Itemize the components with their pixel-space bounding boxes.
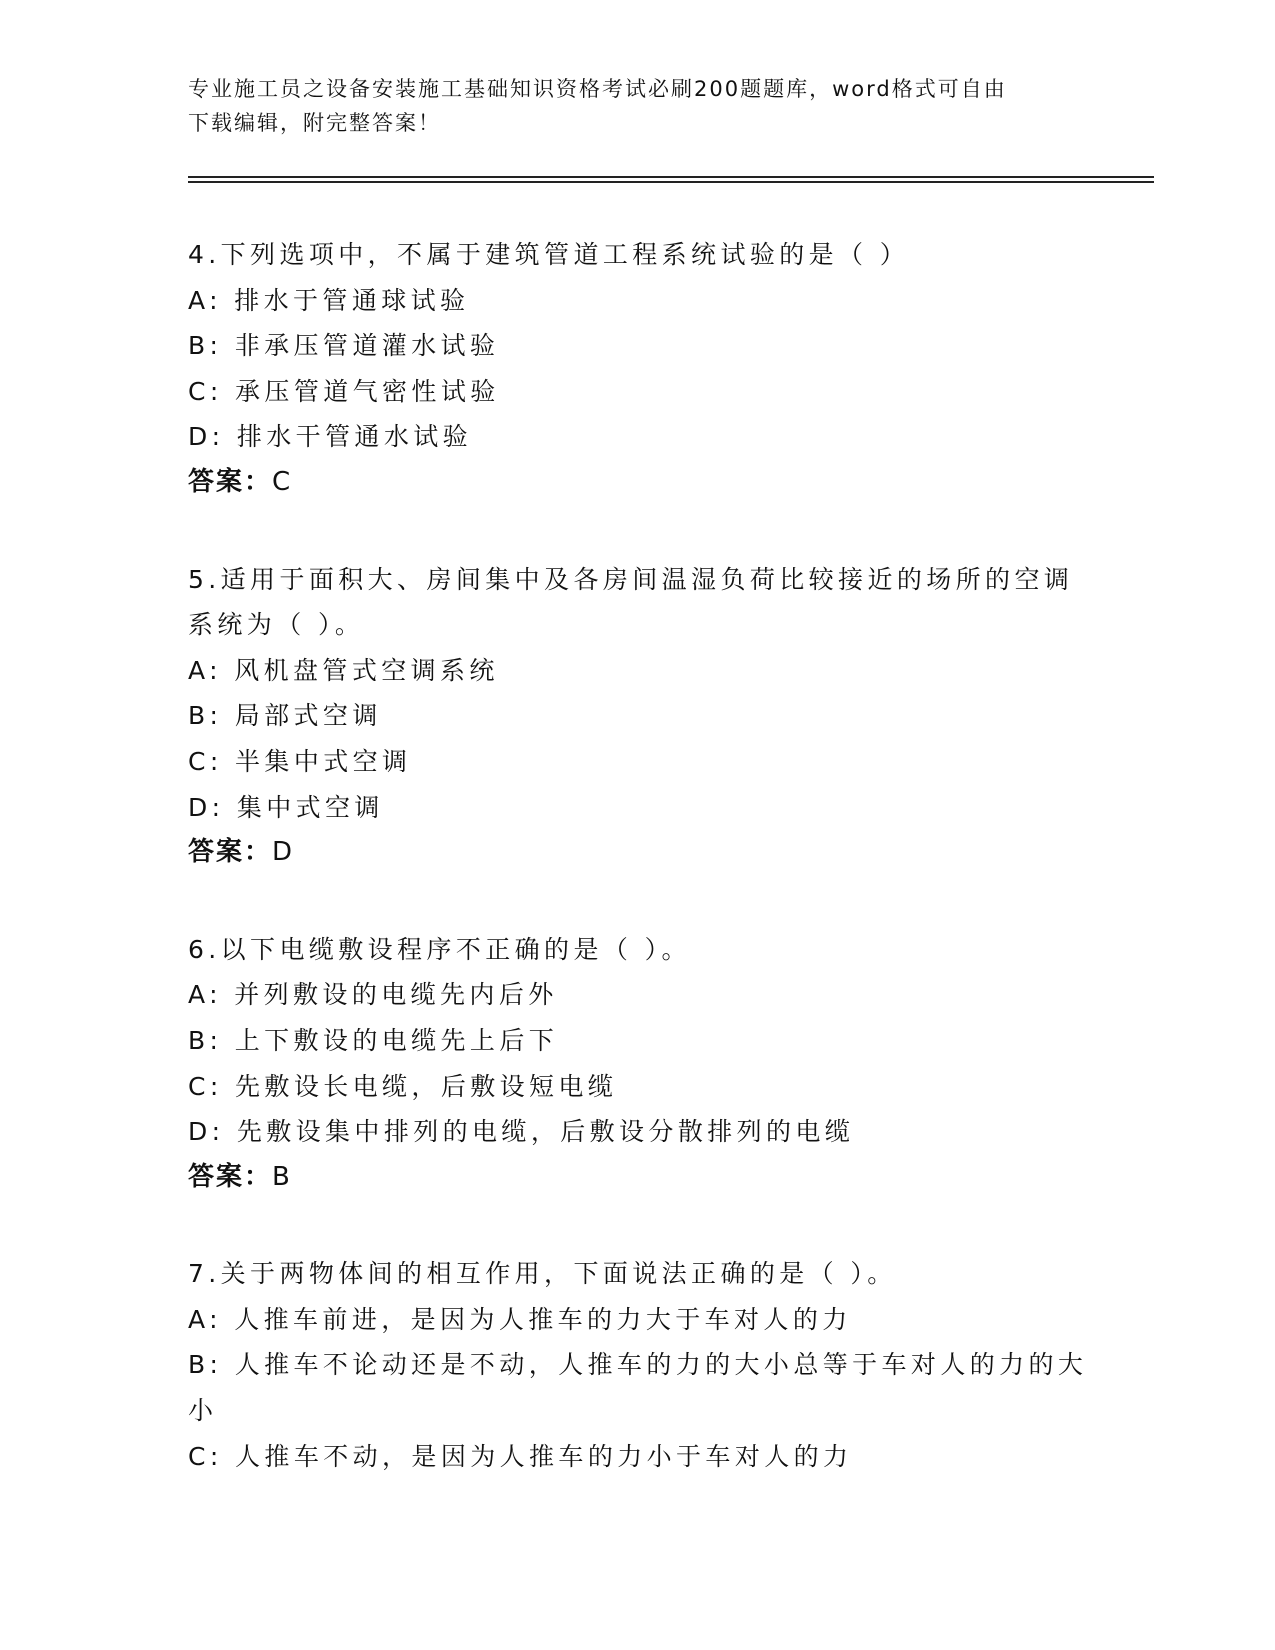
answer-label: 答案： xyxy=(188,837,273,868)
document-header xyxy=(188,72,1088,140)
answer-label: 答案： xyxy=(188,1161,273,1192)
option-d: D: 先敷设集中排列的电缆，后敷设分散排列的电缆 xyxy=(188,1117,855,1147)
option-b: B: 人推车不论动还是不动，人推车的力的大小总等于车对人的力的大小 xyxy=(188,1350,1088,1426)
question-stem: 5.适用于面积大、房间集中及各房间温湿负荷比较接近的场所的空调系统为（ ）。 xyxy=(188,564,1074,640)
header-divider-top xyxy=(188,176,1154,178)
header-line-1: 专业施工员之设备安装施工基础知识资格考试必刷200题题库，word格式可自由 xyxy=(188,77,1007,101)
answer xyxy=(188,460,1088,506)
option-a: A: 风机盘管式空调系统 xyxy=(188,655,499,685)
question-7 xyxy=(188,1251,1088,1479)
option-b: B: 局部式空调 xyxy=(188,701,382,731)
answer-value: C xyxy=(272,466,292,497)
answer xyxy=(188,1155,1088,1201)
option-b: B: 非承压管道灌水试验 xyxy=(188,331,500,361)
option-c: C: 承压管道气密性试验 xyxy=(188,376,500,406)
question-6 xyxy=(188,927,1088,1201)
answer-value: B xyxy=(272,1161,291,1192)
option-d: D: 集中式空调 xyxy=(188,792,384,822)
answer-value: D xyxy=(272,837,294,868)
question-list xyxy=(188,232,1088,1530)
option-b: B: 上下敷设的电缆先上后下 xyxy=(188,1025,559,1055)
question-stem: 7.关于两物体间的相互作用，下面说法正确的是（ ）。 xyxy=(188,1259,897,1289)
option-a: A: 排水于管通球试验 xyxy=(188,285,470,315)
header-divider-bottom xyxy=(188,181,1154,183)
question-4 xyxy=(188,232,1088,506)
answer xyxy=(188,830,1088,876)
question-5 xyxy=(188,557,1088,876)
question-stem: 6.以下电缆敷设程序不正确的是（ ）。 xyxy=(188,934,691,964)
answer-label: 答案： xyxy=(188,466,273,497)
option-d: D: 排水干管通水试验 xyxy=(188,422,473,452)
header-line-2: 下载编辑，附完整答案！ xyxy=(188,111,441,135)
option-a: A: 并列敷设的电缆先内后外 xyxy=(188,980,558,1010)
option-c: C: 先敷设长电缆，后敷设短电缆 xyxy=(188,1071,618,1101)
option-c: C: 半集中式空调 xyxy=(188,746,412,776)
option-a: A: 人推车前进，是因为人推车的力大于车对人的力 xyxy=(188,1304,852,1334)
question-stem: 4.下列选项中，不属于建筑管道工程系统试验的是（ ） xyxy=(188,240,910,269)
option-c: C: 人推车不动，是因为人推车的力小于车对人的力 xyxy=(188,1441,853,1471)
